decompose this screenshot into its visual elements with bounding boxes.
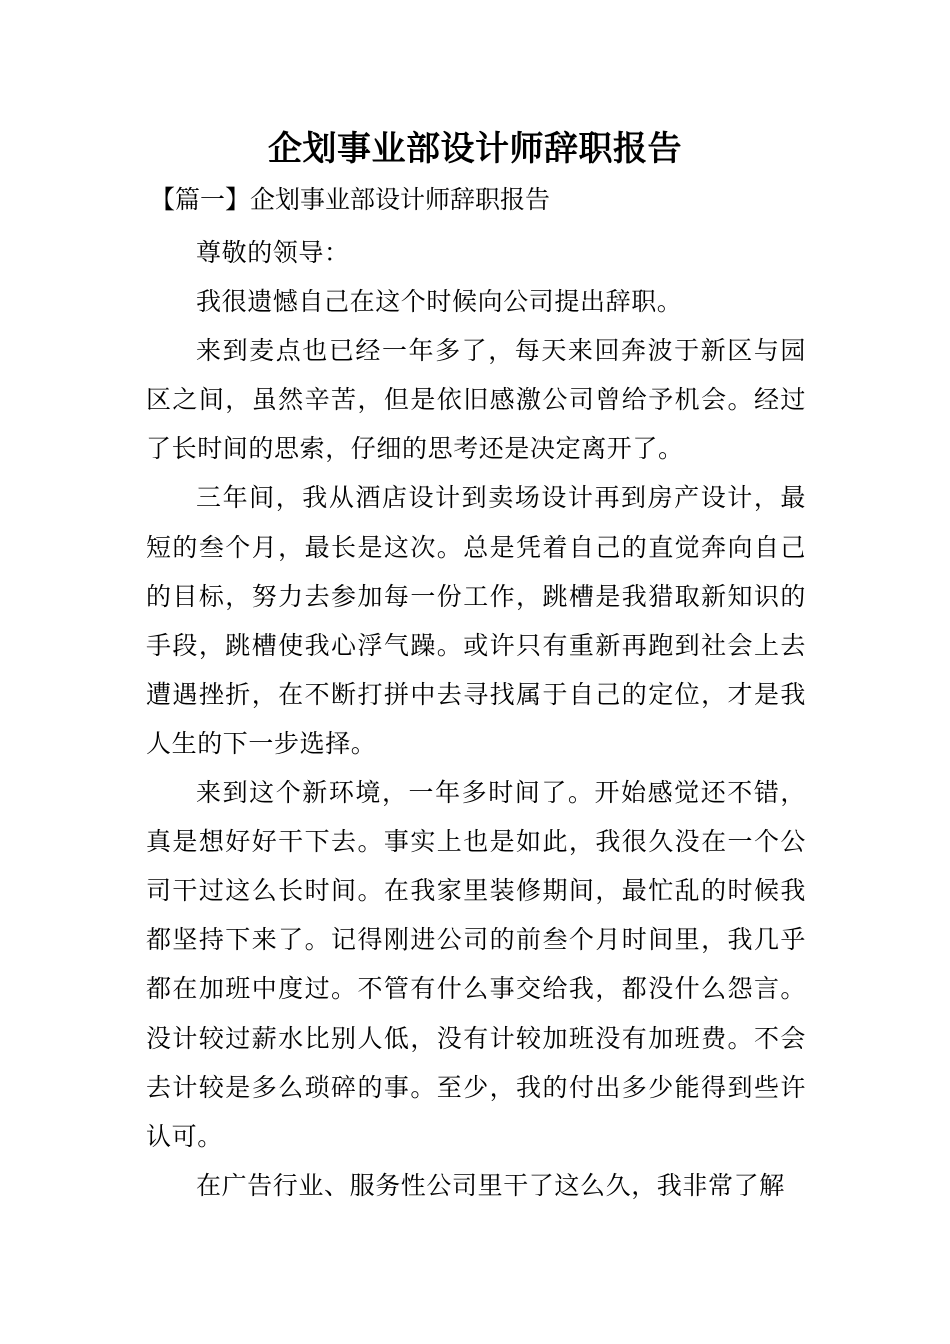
document-body — [146, 228, 806, 1210]
body-paragraph: 来到这个新环境，一年多时间了。开始感觉还不错，真是想好好干下去。事实上也是如此，我很久没在一个公司干过这么长时间。在我家里装修期间，最忙乱的时候我都坚持下来了。记得刚进公司的前叁个月时间里，我几乎都在加班中度过。不管有什么事交给我，都没什么怨言。没计较过薪水比别人低，没有计较加班没有加班费。不会去计较是多么琐碎的事。至少，我的付出多少能得到些许认可。 — [146, 778, 806, 1151]
body-paragraph: 我很遗憾自己在这个时候向公司提出辞职。 — [196, 287, 683, 317]
salutation-paragraph: 尊敬的领导： — [196, 238, 350, 267]
section-heading: 【篇一】企划事业部设计师辞职报告 — [150, 185, 551, 214]
body-paragraph: 来到麦点也已经一年多了，每天来回奔波于新区与园区之间，虽然辛苦，但是依旧感激公司曾给予机会。经过了长时间的思索，仔细的思考还是决定离开了。 — [146, 336, 806, 464]
body-paragraph: 三年间，我从酒店设计到卖场设计再到房产设计，最短的叁个月，最长是这次。总是凭着自己的直觉奔向自己的目标，努力去参加每一份工作，跳槽是我猎取新知识的手段，跳槽使我心浮气躁。或许只有重新再跑到社会上去遭遇挫折，在不断打拼中去寻找属于自己的定位，才是我人生的下一步选择。 — [146, 483, 806, 758]
body-paragraph: 在广告行业、服务性公司里干了这么久，我非常了解 — [196, 1170, 785, 1200]
document-title: 企划事业部设计师辞职报告 — [268, 129, 682, 169]
